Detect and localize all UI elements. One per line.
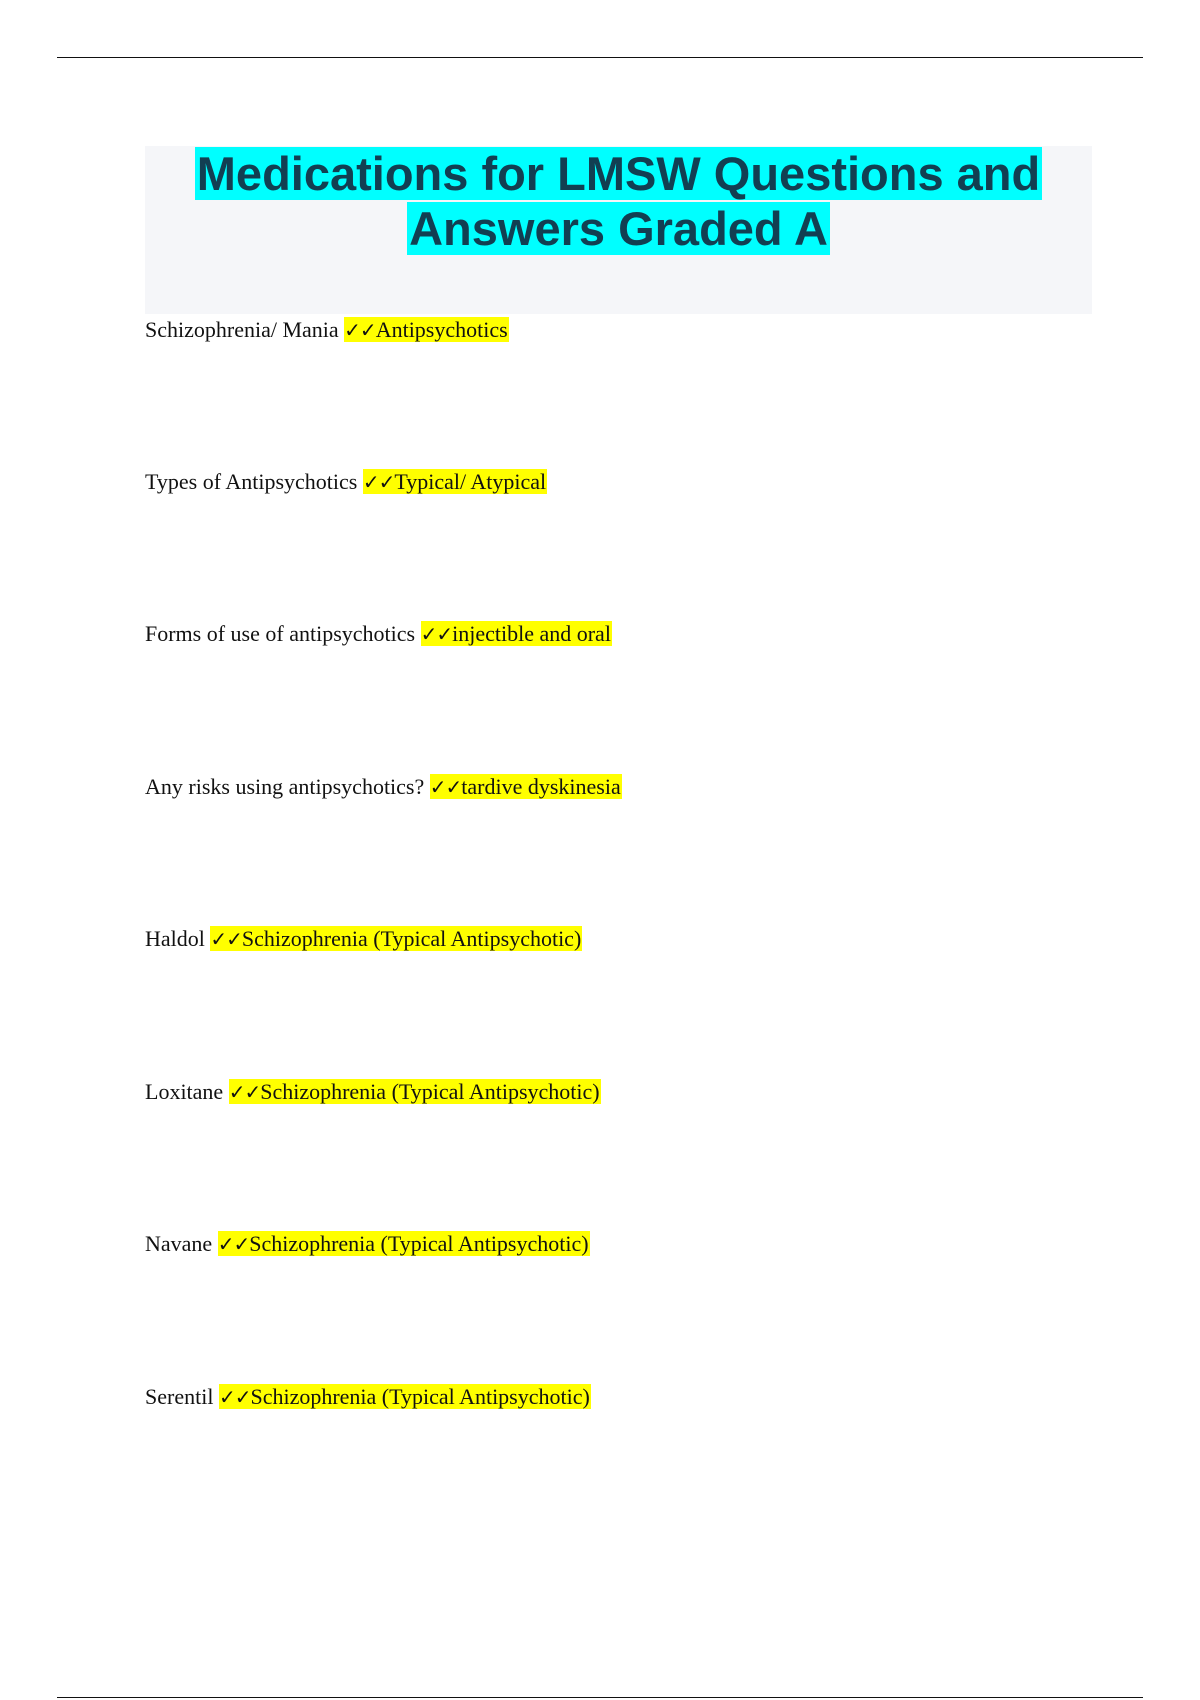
answer-text: Schizophrenia (Typical Antipsychotic) [260,1079,600,1104]
question-text: Navane [145,1231,213,1256]
answer-text: Typical/ Atypical [394,469,547,494]
title-box [145,146,1092,314]
double-check-icon: ✓✓ [344,318,376,342]
qa-item [145,1077,601,1107]
answer-highlight [210,926,582,951]
double-check-icon: ✓✓ [217,1232,250,1256]
answer-text: Schizophrenia (Typical Antipsychotic) [241,926,582,951]
header-rule [57,57,1143,58]
answer-highlight [421,621,612,646]
answer-highlight [363,469,547,494]
double-check-icon: ✓✓ [429,775,462,799]
answer-highlight [344,317,509,342]
question-text: Any risks using antipsychotics? [145,774,425,799]
question-text: Forms of use of antipsychotics [145,621,416,646]
qa-item [145,619,612,649]
qa-item [145,1229,590,1259]
double-check-icon: ✓✓ [420,622,453,646]
qa-item [145,1382,591,1412]
answer-text: Schizophrenia (Typical Antipsychotic) [249,1231,589,1256]
document-title [145,146,1092,256]
answer-text: injectible and oral [452,621,611,646]
answer-highlight [430,774,622,799]
title-line-2: Answers Graded A [409,202,828,255]
answer-highlight [219,1384,591,1409]
double-check-icon: ✓✓ [362,470,395,494]
answer-highlight [229,1079,601,1104]
double-check-icon: ✓✓ [228,1080,261,1104]
qa-item [145,315,509,345]
footer-rule [57,1697,1143,1698]
qa-item [145,772,622,802]
question-text: Serentil [145,1384,214,1409]
answer-text: tardive dyskinesia [461,774,621,799]
double-check-icon: ✓✓ [218,1385,251,1409]
question-text: Loxitane [145,1079,224,1104]
answer-text: Antipsychotics [375,317,508,342]
title-line-1: Medications for LMSW Questions and [196,147,1041,200]
qa-item [145,924,582,954]
answer-text: Schizophrenia (Typical Antipsychotic) [250,1384,590,1409]
double-check-icon: ✓✓ [210,927,242,951]
question-text: Schizophrenia/ Mania [145,317,339,342]
question-text: Haldol [145,926,205,951]
qa-item [145,467,547,497]
question-text: Types of Antipsychotics [145,469,358,494]
answer-highlight [218,1231,590,1256]
